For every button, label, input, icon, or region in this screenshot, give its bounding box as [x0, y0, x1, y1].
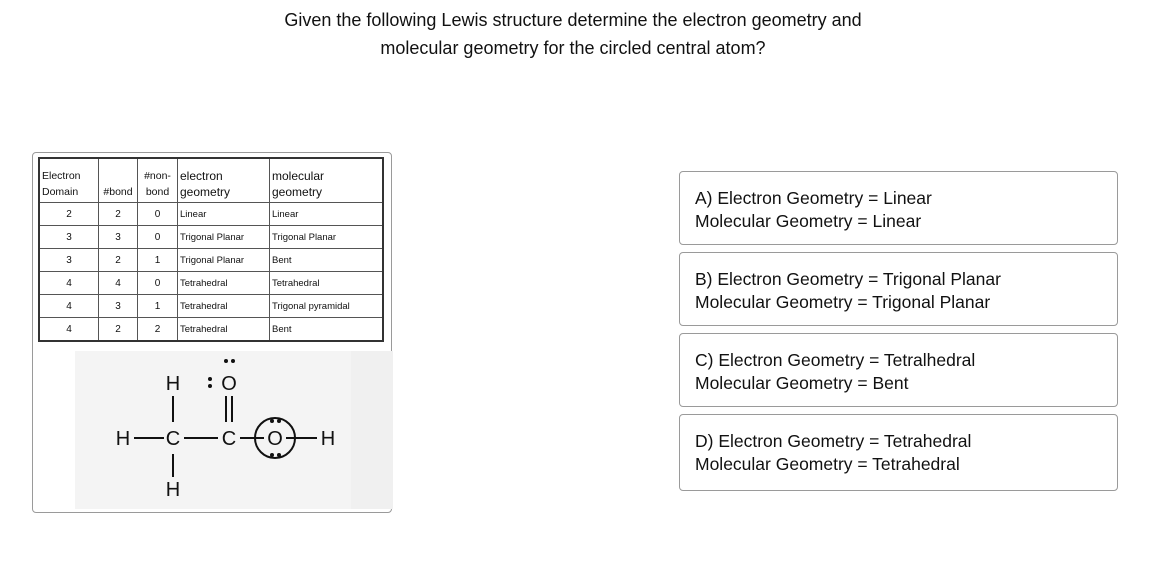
header-non-bond: #non- bond [138, 158, 178, 203]
table-row [39, 249, 383, 272]
cell-bond: 3 [99, 226, 138, 249]
option-b-line-2: Molecular Geometry = Trigonal Planar [695, 292, 991, 312]
table-row [39, 203, 383, 226]
table-row [39, 226, 383, 249]
cell-domain: 4 [39, 272, 99, 295]
atom-h-bottom: H [165, 479, 181, 501]
cell-electron-geometry: Tetrahedral [178, 318, 270, 342]
lone-pair-dot [224, 359, 228, 363]
cell-electron-geometry: Trigonal Planar [178, 226, 270, 249]
cell-nonbond: 0 [138, 203, 178, 226]
atom-h-left: H [115, 428, 131, 450]
cell-molecular-geometry: Bent [270, 249, 384, 272]
atom-o-circled: O [267, 428, 283, 450]
option-b-line-1: B) Electron Geometry = Trigonal Planar [695, 269, 1001, 289]
vsepr-reference-table [38, 157, 384, 342]
cell-nonbond: 2 [138, 318, 178, 342]
answer-option-d[interactable] [679, 414, 1118, 491]
lone-pair-dot [277, 453, 281, 457]
atom-c-right: C [221, 428, 237, 450]
header-electron-domain: Electron Domain [39, 158, 99, 203]
lewis-structure [75, 351, 393, 509]
lone-pair-dot [208, 384, 212, 388]
option-a-line-2: Molecular Geometry = Linear [695, 211, 922, 231]
answer-option-a[interactable] [679, 171, 1118, 245]
cell-electron-geometry: Tetrahedral [178, 295, 270, 318]
question-line-2: molecular geometry for the circled central atom? [380, 38, 766, 58]
structure-background-right [351, 351, 393, 509]
cell-domain: 3 [39, 249, 99, 272]
cell-electron-geometry: Linear [178, 203, 270, 226]
table-row [39, 295, 383, 318]
cell-domain: 2 [39, 203, 99, 226]
header-electron-geometry: electron geometry [178, 158, 270, 203]
cell-domain: 4 [39, 318, 99, 342]
atom-h-right: H [320, 428, 336, 450]
cell-bond: 2 [99, 318, 138, 342]
answer-option-b[interactable] [679, 252, 1118, 326]
atom-c-left: C [165, 428, 181, 450]
question-line-1: Given the following Lewis structure determine the electron geometry and [284, 10, 862, 30]
atom-o-top: O [221, 373, 237, 395]
table-row [39, 272, 383, 295]
lone-pair-dot [231, 359, 235, 363]
table-row [39, 318, 383, 342]
question-text [180, 6, 966, 62]
option-d-line-1: D) Electron Geometry = Tetrahedral [695, 431, 972, 451]
lone-pair-dot [208, 377, 212, 381]
cell-bond: 2 [99, 249, 138, 272]
header-molecular-geometry: molecular geometry [270, 158, 384, 203]
lone-pair-dot [270, 419, 274, 423]
question-figure [32, 152, 392, 513]
cell-domain: 3 [39, 226, 99, 249]
table-header-row [39, 158, 383, 203]
cell-electron-geometry: Trigonal Planar [178, 249, 270, 272]
cell-electron-geometry: Tetrahedral [178, 272, 270, 295]
cell-domain: 4 [39, 295, 99, 318]
cell-molecular-geometry: Linear [270, 203, 384, 226]
option-d-line-2: Molecular Geometry = Tetrahedral [695, 454, 960, 474]
cell-nonbond: 1 [138, 295, 178, 318]
cell-bond: 3 [99, 295, 138, 318]
cell-nonbond: 1 [138, 249, 178, 272]
answer-option-c[interactable] [679, 333, 1118, 407]
lone-pair-dot [270, 453, 274, 457]
cell-molecular-geometry: Trigonal pyramidal [270, 295, 384, 318]
option-c-line-1: C) Electron Geometry = Tetralhedral [695, 350, 976, 370]
cell-molecular-geometry: Tetrahedral [270, 272, 384, 295]
cell-bond: 2 [99, 203, 138, 226]
cell-bond: 4 [99, 272, 138, 295]
cell-nonbond: 0 [138, 226, 178, 249]
lone-pair-dot [277, 419, 281, 423]
cell-nonbond: 0 [138, 272, 178, 295]
cell-molecular-geometry: Trigonal Planar [270, 226, 384, 249]
option-c-line-2: Molecular Geometry = Bent [695, 373, 909, 393]
header-bond: #bond [99, 158, 138, 203]
cell-molecular-geometry: Bent [270, 318, 384, 342]
atom-h-top: H [165, 373, 181, 395]
option-a-line-1: A) Electron Geometry = Linear [695, 188, 932, 208]
